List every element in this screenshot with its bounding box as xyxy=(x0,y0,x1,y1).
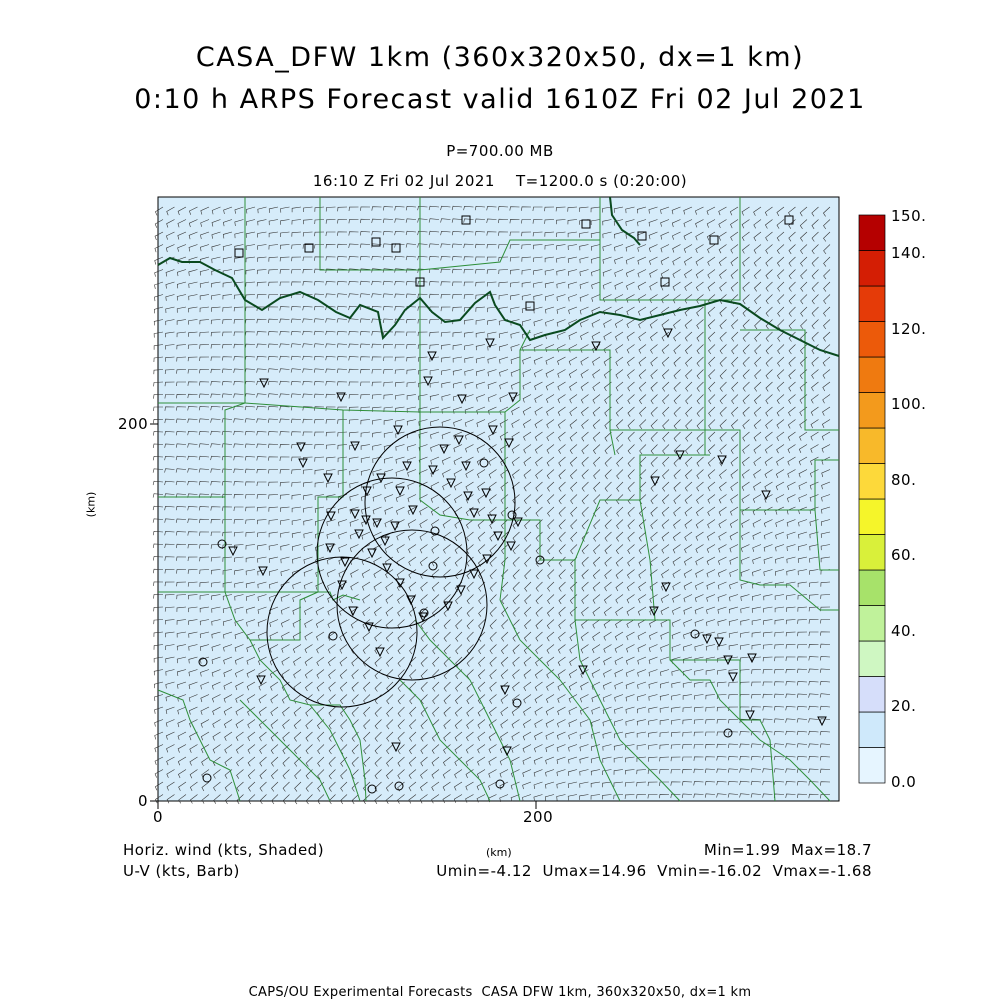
colorbar-segment xyxy=(859,215,885,251)
legend-barb: U-V (kts, Barb) xyxy=(123,862,240,880)
y-tick-label-200: 200 xyxy=(118,415,149,433)
colorbar xyxy=(859,215,885,783)
cb-label-100: 100. xyxy=(891,395,927,413)
colorbar-segment xyxy=(859,464,885,500)
legend-shaded: Horiz. wind (kts, Shaded) xyxy=(123,841,325,859)
y-axis-unit: (km) xyxy=(84,491,98,518)
title-line-2: 0:10 h ARPS Forecast valid 1610Z Fri 02 Jul 2021 xyxy=(134,84,866,115)
title-line-1: CASA_DFW 1km (360x320x50, dx=1 km) xyxy=(195,42,805,73)
colorbar-segment xyxy=(859,606,885,642)
cb-label-150: 150. xyxy=(891,207,927,225)
pressure-level: P=700.00 MB xyxy=(446,142,554,160)
colorbar-segment xyxy=(859,393,885,429)
colorbar-segment xyxy=(859,322,885,358)
colorbar-segment xyxy=(859,748,885,784)
cb-label-120: 120. xyxy=(891,320,927,338)
cb-label-40: 40. xyxy=(891,622,917,640)
cb-label-60: 60. xyxy=(891,546,917,564)
map-panel xyxy=(158,197,839,801)
colorbar-segment xyxy=(859,357,885,393)
cb-label-20: 20. xyxy=(891,697,917,715)
colorbar-segment xyxy=(859,251,885,287)
colorbar-segment xyxy=(859,499,885,535)
colorbar-segment xyxy=(859,535,885,571)
colorbar-segment xyxy=(859,677,885,713)
x-axis-unit: (km) xyxy=(486,846,512,859)
colorbar-segment xyxy=(859,712,885,748)
colorbar-segment xyxy=(859,428,885,464)
valid-time: 16:10 Z Fri 02 Jul 2021 T=1200.0 s (0:20:00) xyxy=(312,172,688,190)
cb-label-140: 140. xyxy=(891,244,927,262)
colorbar-segment xyxy=(859,286,885,322)
colorbar-segment xyxy=(859,641,885,677)
x-tick-label-0: 0 xyxy=(153,808,164,826)
colorbar-segment xyxy=(859,570,885,606)
cb-label-80: 80. xyxy=(891,471,917,489)
footer-credit: CAPS/OU Experimental Forecasts CASA DFW 1km, 360x320x50, dx=1 km xyxy=(248,985,752,1000)
y-tick-label-0: 0 xyxy=(138,792,149,810)
cb-label-0: 0.0 xyxy=(891,773,917,791)
x-tick-label-200: 200 xyxy=(523,808,554,826)
legend-minmax: Min=1.99 Max=18.7 xyxy=(703,841,872,859)
legend-uv-range: Umin=-4.12 Umax=14.96 Vmin=-16.02 Vmax=-1.68 xyxy=(436,862,872,880)
